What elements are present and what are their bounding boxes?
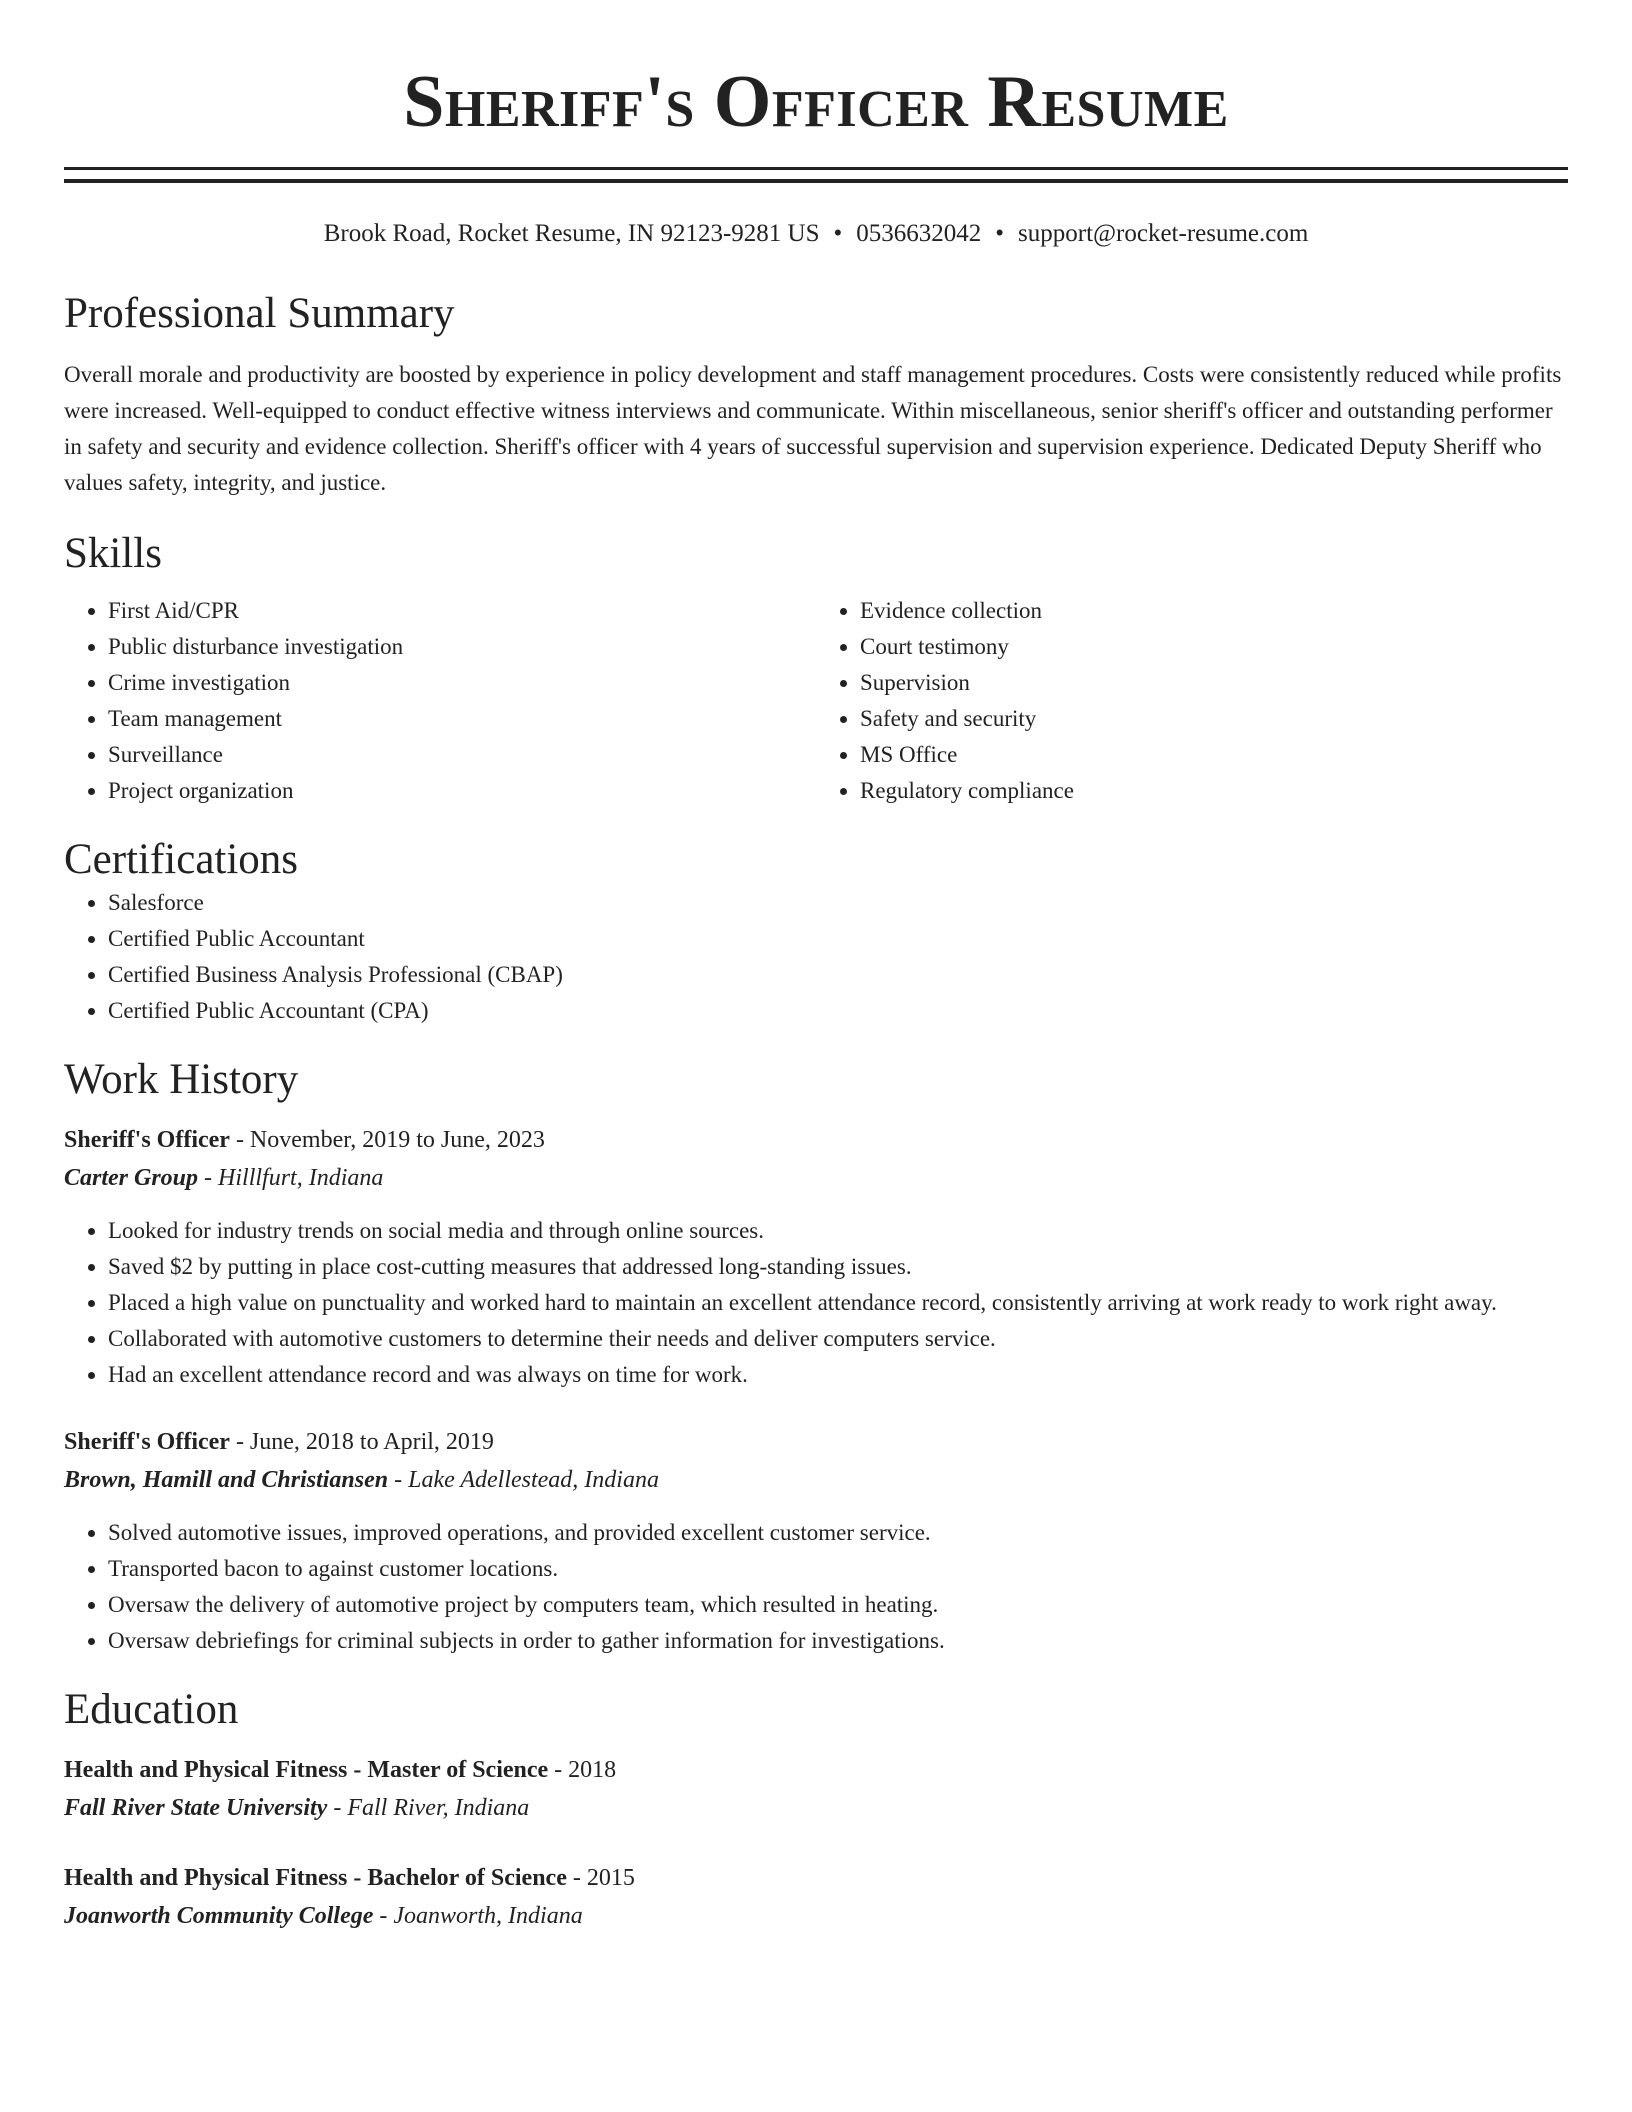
job-company: Carter Group [64, 1165, 199, 1191]
education-school: Joanworth Community College [64, 1903, 374, 1929]
education-location: - Joanworth, Indiana [373, 1903, 583, 1929]
skill-item: • MS Office [860, 737, 1568, 773]
skill-item: • Public disturbance investigation [108, 629, 816, 665]
skills-heading: Skills [64, 530, 162, 577]
job-bullet: • Saved $2 by putting in place cost-cutting measures that addressed long-standing issues. [108, 1249, 1568, 1285]
job-location: - Hilllfurt, Indiana [198, 1165, 384, 1191]
job-dates: - November, 2019 to June, 2023 [229, 1127, 545, 1153]
skill-item: • Court testimony [860, 629, 1568, 665]
resume-title: Sheriff's Officer Resume [403, 61, 1229, 143]
contact-email: support@rocket-resume.com [1018, 220, 1309, 247]
certification-item: • Certified Public Accountant (CPA) [108, 993, 1568, 1029]
skill-item: • Crime investigation [108, 665, 816, 701]
job-bullet: • Had an excellent attendance record and was always on time for work. [108, 1357, 1568, 1393]
education-school-line [64, 1897, 1568, 1935]
skills-list-left [64, 593, 816, 809]
job-title-line [64, 1423, 1568, 1461]
skill-item: • Regulatory compliance [860, 773, 1568, 809]
job-entry [64, 1121, 1568, 1393]
skill-item: • Supervision [860, 665, 1568, 701]
job-bullet: • Transported bacon to against customer locations. [108, 1551, 1568, 1587]
job-bullets [64, 1213, 1568, 1393]
skills-columns [64, 593, 1568, 809]
job-bullet: • Collaborated with automotive customers to determine their needs and deliver computers service. [108, 1321, 1568, 1357]
job-bullet: • Looked for industry trends on social media and through online sources. [108, 1213, 1568, 1249]
title-double-rule [64, 167, 1568, 183]
education-heading: Education [64, 1686, 239, 1733]
education-degree-line [64, 1751, 1568, 1789]
skill-item: • Safety and security [860, 701, 1568, 737]
education-location: - Fall River, Indiana [327, 1795, 530, 1821]
education-degree-line [64, 1859, 1568, 1897]
job-location: - Lake Adellestead, Indiana [388, 1467, 659, 1493]
education-entry [64, 1859, 1568, 1935]
education-degree: Health and Physical Fitness - Bachelor of Science [64, 1865, 567, 1891]
contact-separator: • [995, 220, 1005, 247]
education-year: - 2018 [548, 1757, 617, 1783]
education-entry [64, 1751, 1568, 1827]
job-company-line [64, 1159, 1568, 1197]
certification-item: • Salesforce [108, 885, 1568, 921]
skill-item: • Surveillance [108, 737, 816, 773]
job-role: Sheriff's Officer [64, 1429, 230, 1455]
job-company: Brown, Hamill and Christiansen [64, 1467, 389, 1493]
education-school-line [64, 1789, 1568, 1827]
certifications-heading: Certifications [64, 836, 299, 883]
job-bullet: • Solved automotive issues, improved operations, and provided excellent customer service. [108, 1515, 1568, 1551]
skill-item: • Project organization [108, 773, 816, 809]
summary-text: Overall morale and productivity are boosted by experience in policy development and staff management procedures. Costs were consistently reduced while profits were increased. Well-equipped to conduct effective witness interviews and communicate. Within miscellaneous, senior sheriff's officer and outstanding performer in safety and security and evidence collection. Sheriff's officer with 4 years of successful supervision and supervision experience. Dedicated Deputy Sheriff who values safety, integrity, and justice. [64, 362, 1562, 495]
contact-address: Brook Road, Rocket Resume, IN 92123-9281 US [323, 220, 820, 247]
education-year: - 2015 [566, 1865, 635, 1891]
contact-line [64, 219, 1568, 249]
contact-separator: • [833, 220, 843, 247]
job-title-line [64, 1121, 1568, 1159]
skill-item: • First Aid/CPR [108, 593, 816, 629]
skill-item: • Evidence collection [860, 593, 1568, 629]
job-dates: - June, 2018 to April, 2019 [229, 1429, 494, 1455]
work-history-heading: Work History [64, 1056, 299, 1103]
certification-item: • Certified Public Accountant [108, 921, 1568, 957]
education-degree: Health and Physical Fitness - Master of Science [64, 1757, 549, 1783]
job-bullet: • Placed a high value on punctuality and worked hard to maintain an excellent attendance record, consistently arriving at work ready to work right away. [108, 1285, 1568, 1321]
summary-heading: Professional Summary [64, 290, 455, 337]
contact-phone: 0536632042 [856, 220, 982, 247]
skill-item: • Team management [108, 701, 816, 737]
certification-item: • Certified Business Analysis Professional (CBAP) [108, 957, 1568, 993]
job-bullets [64, 1515, 1568, 1659]
job-bullet: • Oversaw the delivery of automotive project by computers team, which resulted in heating. [108, 1587, 1568, 1623]
job-entry [64, 1423, 1568, 1659]
job-role: Sheriff's Officer [64, 1127, 230, 1153]
job-bullet: • Oversaw debriefings for criminal subjects in order to gather information for investigations. [108, 1623, 1568, 1659]
job-company-line [64, 1461, 1568, 1499]
certifications-list [64, 885, 1568, 1029]
skills-list-right [816, 593, 1568, 809]
education-school: Fall River State University [64, 1795, 328, 1821]
